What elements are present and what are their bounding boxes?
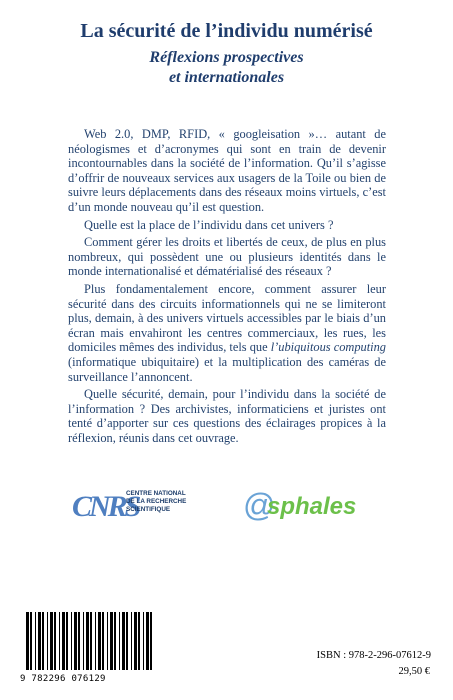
barcode-bar <box>134 612 137 670</box>
cnrs-name <box>126 490 216 514</box>
barcode-bar <box>138 612 140 670</box>
isbn: ISBN : 978-2-296-07612-9 <box>316 650 431 661</box>
barcode-bar <box>35 612 36 670</box>
barcode-bar <box>122 612 125 670</box>
barcode-bar <box>143 612 144 670</box>
barcode-bar <box>114 612 116 670</box>
barcode-bar <box>126 612 128 670</box>
barcode-bar <box>59 612 60 670</box>
barcode-bar <box>83 612 84 670</box>
barcode-bar <box>30 612 32 670</box>
barcode-bar <box>110 612 113 670</box>
barcode-bar <box>78 612 80 670</box>
subtitle-line-1: Réflexions prospectives <box>149 49 304 66</box>
barcode-bar <box>107 612 108 670</box>
book-title: La sécurité de l’individu numérisé <box>80 20 373 42</box>
barcode-bar <box>150 612 152 670</box>
barcode <box>20 612 160 690</box>
barcode-bar <box>38 612 41 670</box>
barcode-bar <box>62 612 65 670</box>
barcode-bar <box>95 612 96 670</box>
blurb-paragraph-3: Comment gérer les droits et libertés de ceux, de plus en plus nombreux, qui possèdent une ou plusieurs identités dans le monde internationalisé et dématérialisé des réseaux ? <box>68 235 386 279</box>
barcode-bar <box>71 612 72 670</box>
barcode-bar <box>50 612 53 670</box>
italic-term: l’ubiquitous computing <box>270 340 387 355</box>
barcode-bar <box>90 612 92 670</box>
barcode-bar <box>146 612 149 670</box>
barcode-bar <box>66 612 68 670</box>
barcode-bar <box>119 612 120 670</box>
barcode-bar <box>26 612 29 670</box>
cnrs-line-3: SCIENTIFIQUE <box>126 506 171 513</box>
subtitle-line-2: et internationales <box>168 69 285 86</box>
price: 29,50 € <box>398 666 430 677</box>
blurb-paragraph-4 <box>68 282 386 384</box>
barcode-bar <box>131 612 132 670</box>
cnrs-line-2: DE LA RECHERCHE <box>126 498 187 505</box>
blurb-paragraph-4-text: Plus fondamentalement encore, comment assurer leur sécurité dans des circuits informationnels qui ne se limiteront plus, demain, à des univers virtuels accessibles par le biais d’un écran mais envahiront les centres commerciaux, les rues, les domiciles mêmes des individus, tels que l’ubiquitous computing (informatique ubiquitaire) et la multiplication des caméras de surveillance l’annoncent. <box>68 281 387 384</box>
barcode-bar <box>98 612 101 670</box>
book-subtitle <box>0 48 453 88</box>
asphales-at-sign: @ <box>243 487 276 523</box>
barcode-bar <box>102 612 104 670</box>
blurb-text <box>68 127 386 448</box>
barcode-bar <box>86 612 89 670</box>
barcode-number: 9 782296 076129 <box>20 674 106 684</box>
barcode-icon <box>20 612 160 672</box>
asphales-word: sphales <box>267 493 357 520</box>
blurb-paragraph-1: Web 2.0, DMP, RFID, « googleisation »… autant de néologismes et d’acronymes qui sont en train de devenir incontournables dans la société de l’information. Qu’il s’agisse d’offrir de nouveaux services aux usagers de la Toile ou bien de suivre leurs déplacements dans des réseaux moins virtuels, c’est d’un monde nouveau qu’il est question. <box>68 127 386 214</box>
barcode-bar <box>42 612 44 670</box>
cnrs-line-1: CENTRE NATIONAL <box>126 490 186 497</box>
publisher-logos <box>0 480 453 540</box>
barcode-bar <box>74 612 77 670</box>
barcode-bar <box>54 612 56 670</box>
barcode-bar <box>47 612 48 670</box>
blurb-paragraph-5: Quelle sécurité, demain, pour l’individu dans la société de l’information ? Des archivistes, informaticiens et juristes ont tenté d’apporter sur ces questions des éclairages propices à la réflexion, réunis dans cet ouvrage. <box>68 387 386 445</box>
cnrs-logo-lettering: CNRS <box>72 490 139 523</box>
blurb-paragraph-2: Quelle est la place de l’individu dans cet univers ? <box>84 217 334 232</box>
asphales-logo-icon <box>243 486 373 526</box>
